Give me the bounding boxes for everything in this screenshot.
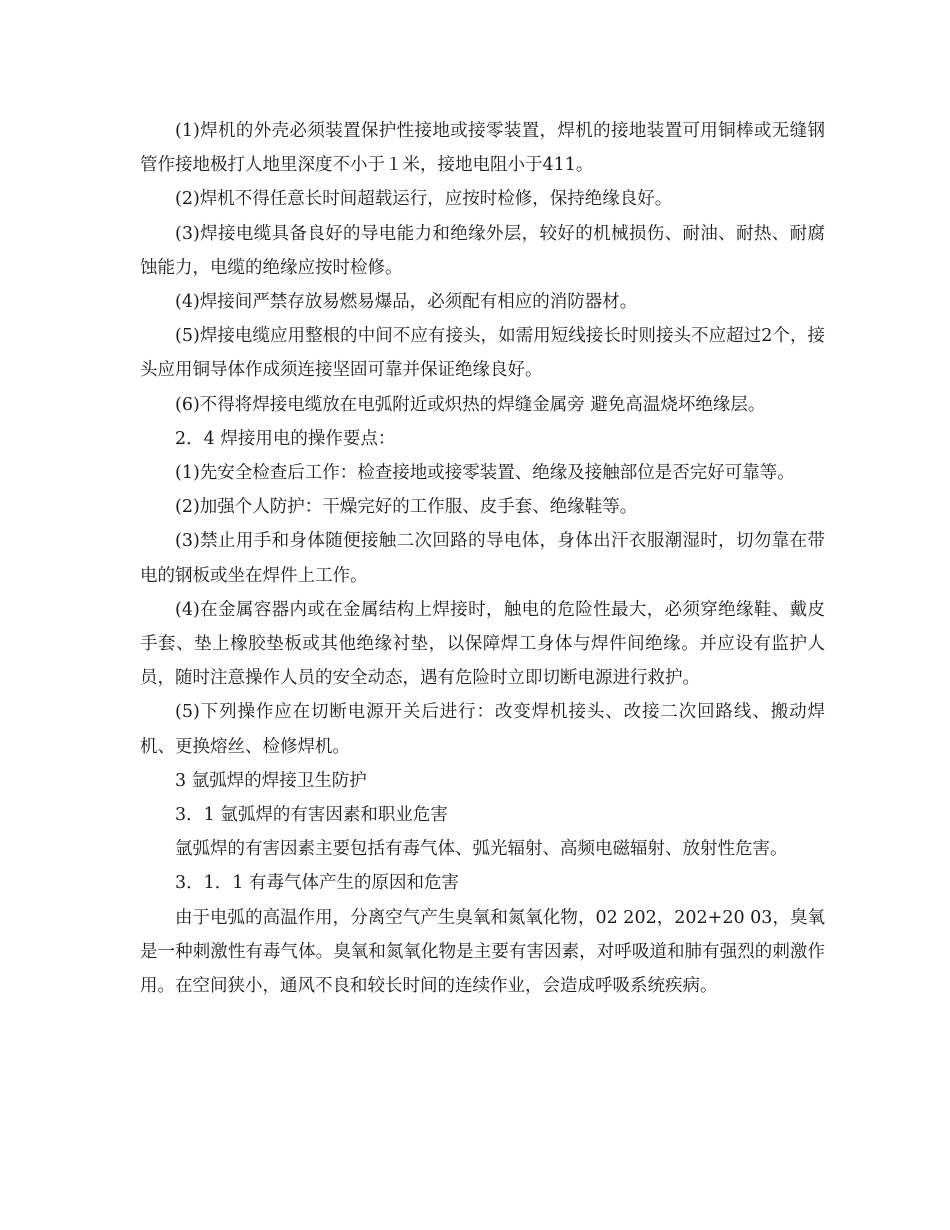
paragraph-metal-container: (4)在金属容器内或在金属结构上焊接时，触电的危险性最大，必须穿绝缘鞋、戴皮手套、垫上橡胶垫板或其他绝缘衬垫，以保障焊工身体与焊件间绝缘。并应设有监护人员，随时注意操作人员的安全动态，遇有危险时立即切断电源进行救护。: [140, 599, 825, 689]
paragraph-power-off-ops: (5)下列操作应在切断电源开关后进行：改变焊机接头、改接二次回路线、搬动焊机、更换熔丝、检修焊机。: [140, 702, 825, 757]
section-heading-3: 3 氩弧焊的焊接卫生防护: [175, 770, 367, 791]
paragraph-cable-heat: (6)不得将焊接电缆放在电弧附近或炽热的焊缝金属旁 避免高温烧坏绝缘层。: [175, 394, 766, 415]
section-heading-3-1-1: 3．1．1 有毒气体产生的原因和危害: [175, 873, 459, 894]
paragraph-toxic-gas: 由于电弧的高温作用，分离空气产生臭氧和氮氧化物，02 202，202+20 03，臭氧是一种刺激性有毒气体。臭氧和氮氧化物是主要有害因素，对呼吸道和肺有强烈的刺激作用。在空间狭小，通风不良和较长时间的连续作业，会造成呼吸系统疾病。: [140, 907, 825, 997]
paragraph-no-contact: (3)禁止用手和身体随便接触二次回路的导电体，身体出汗衣服潮湿时，切勿靠在带电的钢板或坐在焊件上工作。: [140, 531, 825, 586]
paragraph-overload: (2)焊机不得任意长时间超载运行，应按时检修，保持绝缘良好。: [175, 189, 673, 210]
document-body: [140, 114, 825, 1003]
section-heading-3-1: 3．1 氩弧焊的有害因素和职业危害: [175, 805, 448, 826]
paragraph-hazard-factors: 氩弧焊的有害因素主要包括有毒气体、弧光辐射、高频电磁辐射、放射性危害。: [175, 839, 788, 860]
section-heading-2-4: 2．4 焊接用电的操作要点：: [175, 428, 396, 449]
paragraph-flammables: (4)焊接间严禁存放易燃易爆品，必须配有相应的消防器材。: [175, 292, 638, 313]
paragraph-safety-check: (1)先安全检查后工作：检查接地或接零装置、绝缘及接触部位是否完好可靠等。: [175, 463, 795, 484]
paragraph-grounding: (1)焊机的外壳必须装置保护性接地或接零装置，焊机的接地装置可用铜棒或无缝钢管作接地极打人地里深度不小于１米，接地电阻小于411。: [140, 121, 825, 176]
paragraph-personal-protection: (2)加强个人防护：干燥完好的工作服、皮手套、绝缘鞋等。: [175, 497, 638, 518]
paragraph-cable-insulation: (3)焊接电缆具备良好的导电能力和绝缘外层，较好的机械损伤、耐油、耐热、耐腐蚀能力，电缆的绝缘应按时检修。: [140, 223, 825, 278]
paragraph-cable-joints: (5)焊接电缆应用整根的中间不应有接头，如需用短线接长时则接头不应超过2个，接头应用铜导体作成须连接坚固可靠并保证绝缘良好。: [140, 326, 825, 381]
